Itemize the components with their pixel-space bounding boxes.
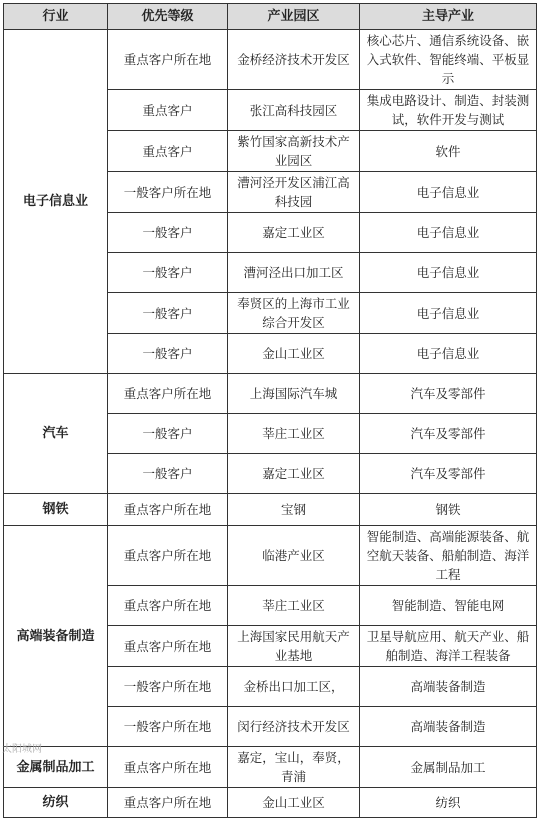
table-row bbox=[4, 30, 537, 90]
industry-park-table bbox=[3, 3, 537, 818]
park-cell: 莘庄工业区 bbox=[228, 586, 360, 626]
park-cell: 嘉定，宝山，奉贤，青浦 bbox=[228, 747, 360, 788]
priority-cell: 重点客户所在地 bbox=[108, 526, 228, 586]
priority-cell: 一般客户 bbox=[108, 334, 228, 374]
park-cell: 金山工业区 bbox=[228, 334, 360, 374]
park-cell: 闵行经济技术开发区 bbox=[228, 707, 360, 747]
table-row bbox=[4, 788, 537, 818]
lead-industry-cell: 卫星导航应用、航天产业、船舶制造、海洋工程装备 bbox=[360, 626, 537, 667]
table-row bbox=[4, 747, 537, 788]
lead-industry-cell: 汽车及零部件 bbox=[360, 454, 537, 494]
park-cell: 奉贤区的上海市工业综合开发区 bbox=[228, 293, 360, 334]
park-cell: 金桥经济技术开发区 bbox=[228, 30, 360, 90]
lead-industry-cell: 高端装备制造 bbox=[360, 667, 537, 707]
lead-industry-cell: 智能制造、智能电网 bbox=[360, 586, 537, 626]
lead-industry-cell: 电子信息业 bbox=[360, 213, 537, 253]
priority-cell: 重点客户所在地 bbox=[108, 586, 228, 626]
header-row bbox=[4, 4, 537, 30]
table-row bbox=[4, 526, 537, 586]
priority-cell: 重点客户所在地 bbox=[108, 494, 228, 526]
lead-industry-cell: 钢铁 bbox=[360, 494, 537, 526]
park-cell: 上海国家民用航天产业基地 bbox=[228, 626, 360, 667]
lead-industry-cell: 软件 bbox=[360, 131, 537, 172]
park-cell: 莘庄工业区 bbox=[228, 414, 360, 454]
park-cell: 紫竹国家高新技术产业园区 bbox=[228, 131, 360, 172]
lead-industry-cell: 电子信息业 bbox=[360, 334, 537, 374]
industry-cell: 高端装备制造 bbox=[4, 526, 108, 747]
priority-cell: 重点客户所在地 bbox=[108, 626, 228, 667]
park-cell: 漕河泾开发区浦江高科技园 bbox=[228, 172, 360, 213]
priority-cell: 一般客户 bbox=[108, 293, 228, 334]
park-cell: 张江高科技园区 bbox=[228, 90, 360, 131]
header-priority: 优先等级 bbox=[108, 4, 228, 30]
table-row bbox=[4, 494, 537, 526]
lead-industry-cell: 汽车及零部件 bbox=[360, 414, 537, 454]
lead-industry-cell: 汽车及零部件 bbox=[360, 374, 537, 414]
park-cell: 嘉定工业区 bbox=[228, 213, 360, 253]
watermark: 太阳城网 bbox=[2, 744, 42, 755]
park-cell: 金桥出口加工区， bbox=[228, 667, 360, 707]
priority-cell: 一般客户 bbox=[108, 454, 228, 494]
park-cell: 上海国际汽车城 bbox=[228, 374, 360, 414]
industry-cell: 电子信息业 bbox=[4, 30, 108, 374]
lead-industry-cell: 电子信息业 bbox=[360, 253, 537, 293]
table-body bbox=[4, 30, 537, 818]
priority-cell: 重点客户所在地 bbox=[108, 30, 228, 90]
header-industry: 行业 bbox=[4, 4, 108, 30]
header-park: 产业园区 bbox=[228, 4, 360, 30]
lead-industry-cell: 金属制品加工 bbox=[360, 747, 537, 788]
park-cell: 临港产业区 bbox=[228, 526, 360, 586]
lead-industry-cell: 智能制造、高端能源装备、航空航天装备、船舶制造、海洋工程 bbox=[360, 526, 537, 586]
table-row bbox=[4, 374, 537, 414]
priority-cell: 重点客户所在地 bbox=[108, 747, 228, 788]
industry-cell: 纺织 bbox=[4, 788, 108, 818]
priority-cell: 一般客户 bbox=[108, 253, 228, 293]
priority-cell: 一般客户 bbox=[108, 213, 228, 253]
priority-cell: 一般客户 bbox=[108, 414, 228, 454]
priority-cell: 重点客户 bbox=[108, 131, 228, 172]
lead-industry-cell: 纺织 bbox=[360, 788, 537, 818]
priority-cell: 重点客户 bbox=[108, 90, 228, 131]
park-cell: 金山工业区 bbox=[228, 788, 360, 818]
priority-cell: 重点客户所在地 bbox=[108, 788, 228, 818]
park-cell: 嘉定工业区 bbox=[228, 454, 360, 494]
header-lead-industry: 主导产业 bbox=[360, 4, 537, 30]
lead-industry-cell: 核心芯片、通信系统设备、嵌入式软件、智能终端、平板显示 bbox=[360, 30, 537, 90]
priority-cell: 一般客户所在地 bbox=[108, 667, 228, 707]
industry-cell: 汽车 bbox=[4, 374, 108, 494]
park-cell: 漕河泾出口加工区 bbox=[228, 253, 360, 293]
lead-industry-cell: 集成电路设计、制造、封装测试，软件开发与测试 bbox=[360, 90, 537, 131]
industry-cell: 金属制品加工 bbox=[4, 747, 108, 788]
priority-cell: 一般客户所在地 bbox=[108, 172, 228, 213]
priority-cell: 一般客户所在地 bbox=[108, 707, 228, 747]
priority-cell: 重点客户所在地 bbox=[108, 374, 228, 414]
lead-industry-cell: 电子信息业 bbox=[360, 172, 537, 213]
lead-industry-cell: 电子信息业 bbox=[360, 293, 537, 334]
park-cell: 宝钢 bbox=[228, 494, 360, 526]
industry-cell: 钢铁 bbox=[4, 494, 108, 526]
lead-industry-cell: 高端装备制造 bbox=[360, 707, 537, 747]
